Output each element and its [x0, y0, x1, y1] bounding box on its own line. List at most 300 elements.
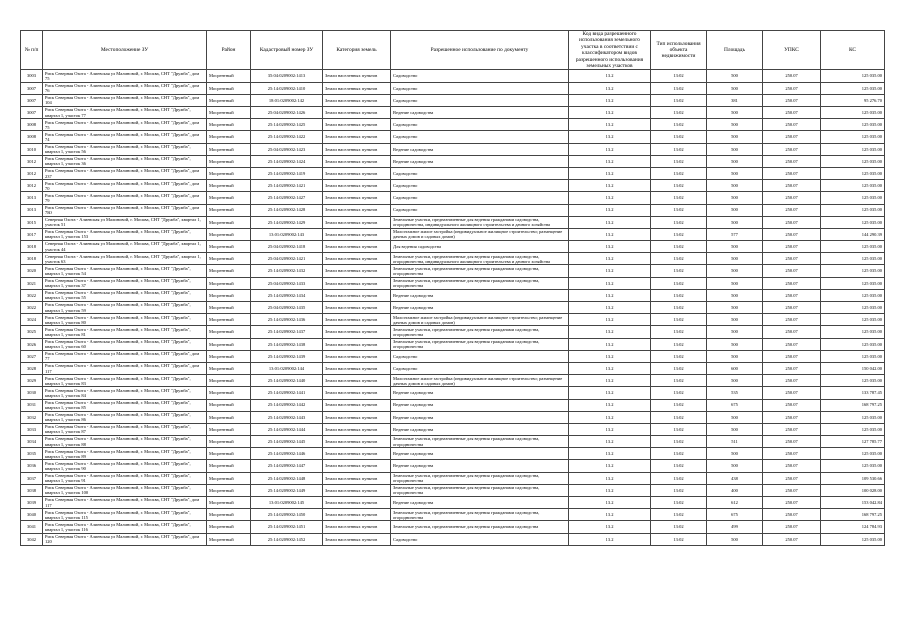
cell-district: Мосрентный: [207, 143, 251, 155]
cell-location: Риск Северная Охота - Алиевская ул Малиновой, г. Москва, СНТ "Дружба", дом 104: [43, 94, 207, 106]
cell-area: 400: [707, 484, 763, 496]
cell-cadastral-number: 25:14:0209002:1452: [251, 533, 323, 545]
cell-cadastral-number: 25:14:0209002:1448: [251, 472, 323, 484]
cell-district: Мосрентный: [207, 70, 251, 82]
cell-area: 500: [707, 253, 763, 265]
cell-use-type: 13:02: [651, 277, 707, 289]
cell-use-code: 13.2: [569, 448, 651, 460]
cell-use-code: 13.2: [569, 350, 651, 362]
cell-ks: 125 035.00: [821, 143, 885, 155]
cell-area: 511: [707, 436, 763, 448]
cell-district: Мосрентный: [207, 399, 251, 411]
table-row: [21, 509, 885, 521]
cell-use-code: 13.2: [569, 411, 651, 423]
cell-upks: 250.07: [763, 302, 821, 314]
cell-upks: 250.07: [763, 70, 821, 82]
cell-ks: 125 035.00: [821, 131, 885, 143]
cell-location: Риск Северная Охота - Алиевская ул Малиновой, г. Москва, СНТ "Дружба", дом 77: [43, 350, 207, 362]
cell-cadastral-number: 25:14:0209002:1449: [251, 484, 323, 496]
cell-land-category: Земли населенных пунктов: [323, 338, 391, 350]
cell-location: Риск Северная Охота - Алиевская ул Малиновой, г. Москва, СНТ "Дружба", квартал 1, участок 77: [43, 107, 207, 119]
cell-district: Мосрентный: [207, 436, 251, 448]
cell-num: 3007: [21, 94, 43, 106]
cell-ks: 125 035.00: [821, 423, 885, 435]
cell-location: Риск Северная Охота - Алиевская ул Малиновой, г. Москва, СНТ "Дружба", квартал 1, участок 91: [43, 472, 207, 484]
table-row: [21, 399, 885, 411]
table-row: [21, 180, 885, 192]
cell-land-category: Земли населенных пунктов: [323, 375, 391, 387]
cell-use-type: 13:02: [651, 362, 707, 374]
cell-land-category: Земли населенных пунктов: [323, 399, 391, 411]
cell-cadastral-number: 25:14:0209002:1419: [251, 167, 323, 179]
cell-ks: 125 035.00: [821, 375, 885, 387]
table-row: [21, 387, 885, 399]
cell-use-code: 13.2: [569, 460, 651, 472]
cell-area: 500: [707, 289, 763, 301]
cell-ks: 125 035.00: [821, 192, 885, 204]
cell-location: Риск Северная Охота - Алиевская ул Малиновой, г. Москва, СНТ "Дружба", квартал 1, участок 80: [43, 314, 207, 326]
cell-area: 499: [707, 521, 763, 533]
cell-district: Мосрентный: [207, 521, 251, 533]
cell-area: 500: [707, 460, 763, 472]
cell-cadastral-number: 25:14:0209002:1427: [251, 192, 323, 204]
cell-use-type: 13:02: [651, 265, 707, 277]
cell-district: Мосрентный: [207, 253, 251, 265]
cell-cadastral-number: 25:14:0209002:1410: [251, 82, 323, 94]
table-row: [21, 82, 885, 94]
cell-use-type: 13:02: [651, 216, 707, 228]
cell-permitted-use: Ведение садоводства: [391, 289, 569, 301]
cell-ks: 95 276.70: [821, 94, 885, 106]
cell-permitted-use: Земельные участки, предназначенные для ведения гражданами садоводства, огородничества: [391, 509, 569, 521]
cell-area: 577: [707, 228, 763, 240]
cell-district: Мосрентный: [207, 277, 251, 289]
cell-area: 500: [707, 302, 763, 314]
cell-use-type: 13:02: [651, 314, 707, 326]
cell-land-category: Земли населенных пунктов: [323, 192, 391, 204]
cell-location: Риск Северная Охота - Алиевская ул Малиновой, г. Москва, СНТ "Дружба", квартал 1, участок 87: [43, 423, 207, 435]
table-row: [21, 484, 885, 496]
cell-land-category: Земли населенных пунктов: [323, 436, 391, 448]
cell-num: 3012: [21, 180, 43, 192]
cell-permitted-use: Садоводство: [391, 192, 569, 204]
cell-permitted-use: Садоводство: [391, 119, 569, 131]
table-row: [21, 192, 885, 204]
cell-permitted-use: Ведение садоводства: [391, 387, 569, 399]
table-row: [21, 94, 885, 106]
cell-use-type: 13:02: [651, 350, 707, 362]
cell-area: 438: [707, 472, 763, 484]
cell-use-type: 13:02: [651, 131, 707, 143]
cell-location: Северная Охота - Алиевская ул Малиновой, г. Москва, СНТ "Дружба", квартал 1, участок 44: [43, 241, 207, 253]
cell-num: 3015: [21, 216, 43, 228]
cell-district: Мосрентный: [207, 362, 251, 374]
table-row: [21, 131, 885, 143]
cell-num: 3041: [21, 521, 43, 533]
cell-location: Риск Северная Охота - Алиевская ул Малиновой, г. Москва, СНТ "Дружба", квартал 1, участок 54: [43, 265, 207, 277]
cell-district: Мосрентный: [207, 448, 251, 460]
cell-district: Мосрентный: [207, 180, 251, 192]
cell-ks: 168 797.25: [821, 509, 885, 521]
cell-use-code: 13.2: [569, 228, 651, 240]
cell-permitted-use: Садоводство: [391, 533, 569, 545]
cell-upks: 250.07: [763, 107, 821, 119]
cell-use-code: 13.2: [569, 94, 651, 106]
header-cell-location: Местоположение ЗУ: [43, 31, 207, 70]
cell-use-type: 13:02: [651, 387, 707, 399]
cell-land-category: Земли населенных пунктов: [323, 180, 391, 192]
cell-cadastral-number: 25:14:0209002:1437: [251, 326, 323, 338]
cell-use-code: 13.2: [569, 155, 651, 167]
cell-cadastral-number: 25:04:0209002:1426: [251, 107, 323, 119]
cell-land-category: Земли населенных пунктов: [323, 326, 391, 338]
cell-land-category: Земли населенных пунктов: [323, 533, 391, 545]
cell-upks: 250.07: [763, 375, 821, 387]
cell-num: 3034: [21, 436, 43, 448]
table-row: [21, 204, 885, 216]
cell-permitted-use: Садоводство: [391, 204, 569, 216]
cell-district: Мосрентный: [207, 375, 251, 387]
cell-ks: 125 035.00: [821, 338, 885, 350]
cell-use-code: 13.2: [569, 204, 651, 216]
cell-upks: 250.07: [763, 326, 821, 338]
cell-cadastral-number: 25:14:0209002:1434: [251, 289, 323, 301]
cell-ks: 125 035.00: [821, 265, 885, 277]
cell-use-code: 13.2: [569, 423, 651, 435]
cell-location: Риск Северная Охота - Алиевская ул Малиновой, г. Москва, СНТ "Дружба", квартал 1, участок 83: [43, 375, 207, 387]
cell-upks: 250.07: [763, 216, 821, 228]
cell-cadastral-number: 25:04:0209002:1435: [251, 302, 323, 314]
cell-num: 3040: [21, 509, 43, 521]
cell-use-code: 13.2: [569, 180, 651, 192]
cell-location: Риск Северная Охота - Алиевская ул Малиновой, г. Москва, СНТ "Дружба", дом 117: [43, 362, 207, 374]
cell-area: 500: [707, 82, 763, 94]
cell-use-code: 13.2: [569, 338, 651, 350]
cell-upks: 250.07: [763, 94, 821, 106]
cell-location: Риск Северная Охота - Алиевская ул Малиновой, г. Москва, СНТ "Дружба", квартал 1, участок 116: [43, 521, 207, 533]
table-row: [21, 423, 885, 435]
cell-ks: 125 035.00: [821, 314, 885, 326]
table-row: [21, 497, 885, 509]
cell-location: Риск Северная Охота - Алиевская ул Малиновой, г. Москва, СНТ "Дружба", квартал 1, участок 84: [43, 387, 207, 399]
cell-use-code: 13.2: [569, 241, 651, 253]
cell-location: Риск Северная Охота - Алиевская ул Малиновой, г. Москва, СНТ "Дружба", квартал 1, участок 60: [43, 338, 207, 350]
cell-ks: 125 035.00: [821, 241, 885, 253]
cell-ks: 125 035.00: [821, 460, 885, 472]
cell-use-code: 13.2: [569, 362, 651, 374]
cell-land-category: Земли населенных пунктов: [323, 509, 391, 521]
cell-permitted-use: Садоводство: [391, 82, 569, 94]
cell-cadastral-number: 25:14:0209002:1450: [251, 509, 323, 521]
cell-area: 500: [707, 423, 763, 435]
cell-use-type: 13:02: [651, 155, 707, 167]
cell-cadastral-number: 25:14:0209002:1425: [251, 119, 323, 131]
cell-area: 500: [707, 326, 763, 338]
cell-ks: 133 787.45: [821, 387, 885, 399]
cell-num: 3028: [21, 362, 43, 374]
cell-area: 500: [707, 448, 763, 460]
cell-use-code: 13.2: [569, 326, 651, 338]
cell-land-category: Земли населенных пунктов: [323, 460, 391, 472]
cell-num: 3021: [21, 277, 43, 289]
cell-num: 3007: [21, 107, 43, 119]
cell-upks: 250.07: [763, 289, 821, 301]
cell-permitted-use: Ведение садоводства: [391, 448, 569, 460]
cell-use-type: 13:02: [651, 143, 707, 155]
cell-use-type: 13:02: [651, 484, 707, 496]
cell-permitted-use: Садоводство: [391, 167, 569, 179]
cell-district: Мосрентный: [207, 119, 251, 131]
cell-area: 500: [707, 314, 763, 326]
cell-use-code: 13.2: [569, 119, 651, 131]
cell-area: 500: [707, 533, 763, 545]
cell-land-category: Земли населенных пунктов: [323, 119, 391, 131]
cell-cadastral-number: 35:04:0209002:1413: [251, 70, 323, 82]
cell-ks: 125 035.00: [821, 253, 885, 265]
cell-location: Риск Северная Охота - Алиевская ул Малиновой, г. Москва, СНТ "Дружба", квартал 1, участок 90: [43, 460, 207, 472]
cell-use-code: 13.2: [569, 167, 651, 179]
cell-area: 500: [707, 155, 763, 167]
cell-use-code: 13.2: [569, 107, 651, 119]
cell-ks: 125 035.00: [821, 289, 885, 301]
cell-location: Риск Северная Охота - Алиевская ул Малиновой, г. Москва, СНТ "Дружба", квартал 1, участок 100: [43, 484, 207, 496]
cell-land-category: Земли населенных пунктов: [323, 350, 391, 362]
table-row: [21, 216, 885, 228]
cell-ks: 125 035.00: [821, 167, 885, 179]
cell-district: Мосрентный: [207, 204, 251, 216]
table-row: [21, 326, 885, 338]
cell-use-type: 13:02: [651, 472, 707, 484]
cell-permitted-use: Земельные участки, предназначенные для ведения гражданами садоводства, огородничества: [391, 326, 569, 338]
cell-num: 3029: [21, 375, 43, 387]
cell-num: 3037: [21, 472, 43, 484]
cell-upks: 250.07: [763, 204, 821, 216]
cell-num: 3042: [21, 533, 43, 545]
cell-area: 675: [707, 399, 763, 411]
cell-cadastral-number: 25:14:0209002:1424: [251, 155, 323, 167]
cell-use-type: 13:02: [651, 497, 707, 509]
table-row: [21, 436, 885, 448]
cell-upks: 250.07: [763, 448, 821, 460]
cell-land-category: Земли населенных пунктов: [323, 423, 391, 435]
cell-use-code: 13.2: [569, 375, 651, 387]
cell-cadastral-number: 25:14:0209002:1451: [251, 521, 323, 533]
cell-location: Риск Северная Охота - Алиевская ул Малиновой, г. Москва, СНТ "Дружба", квартал 1, участок 81: [43, 326, 207, 338]
cell-use-code: 13.2: [569, 131, 651, 143]
cell-location: Риск Северная Охота - Алиевская ул Малиновой, г. Москва, СНТ "Дружба", квартал 1, участок 59: [43, 302, 207, 314]
cell-location: Риск Северная Охота - Алиевская ул Малиновой, г. Москва, СНТ "Дружба", квартал 1, участок 115: [43, 509, 207, 521]
cell-district: Мосрентный: [207, 472, 251, 484]
cell-num: 3022: [21, 302, 43, 314]
table-row: [21, 472, 885, 484]
cell-land-category: Земли населенных пунктов: [323, 94, 391, 106]
table-row: [21, 411, 885, 423]
header-cell-num: № п/п: [21, 31, 43, 70]
cell-use-type: 13:02: [651, 167, 707, 179]
cell-land-category: Земли населенных пунктов: [323, 253, 391, 265]
cell-district: Мосрентный: [207, 423, 251, 435]
table-row: [21, 119, 885, 131]
cell-location: Риск Северная Охота - Алиевская ул Малиновой, г. Москва, СНТ "Дружба", квартал 1, участок 56: [43, 143, 207, 155]
cell-use-type: 13:02: [651, 326, 707, 338]
cell-land-category: Земли населенных пунктов: [323, 204, 391, 216]
cell-ks: 124 784.93: [821, 521, 885, 533]
cell-use-type: 13:02: [651, 375, 707, 387]
cell-area: 500: [707, 265, 763, 277]
cell-land-category: Земли населенных пунктов: [323, 362, 391, 374]
cell-location: Риск Северная Охота - Алиевская ул Малиновой, г. Москва, СНТ "Дружба", квартал 1, участок 153: [43, 228, 207, 240]
cell-num: 3022: [21, 289, 43, 301]
cell-use-code: 13.2: [569, 484, 651, 496]
cell-land-category: Земли населенных пунктов: [323, 131, 391, 143]
cell-cadastral-number: 25:14:0209002:1436: [251, 314, 323, 326]
cell-land-category: Земли населенных пунктов: [323, 155, 391, 167]
cell-district: Мосрентный: [207, 131, 251, 143]
cell-upks: 250.07: [763, 387, 821, 399]
cell-land-category: Земли населенных пунктов: [323, 387, 391, 399]
cell-cadastral-number: 25:14:0209002:1443: [251, 411, 323, 423]
cell-district: Мосрентный: [207, 338, 251, 350]
table-row: [21, 155, 885, 167]
cell-ks: 125 035.00: [821, 204, 885, 216]
cell-land-category: Земли населенных пунктов: [323, 302, 391, 314]
cell-permitted-use: Ведение садоводства: [391, 155, 569, 167]
cell-land-category: Земли населенных пунктов: [323, 277, 391, 289]
cell-district: Мосрентный: [207, 216, 251, 228]
cell-location: Риск Северная Охота - Алиевская ул Малиновой, г. Москва, СНТ "Дружба", квартал 1, участок 85: [43, 399, 207, 411]
cell-cadastral-number: 25:14:0209002:1447: [251, 460, 323, 472]
cell-upks: 250.07: [763, 167, 821, 179]
cell-cadastral-number: 25:14:0209002:1446: [251, 448, 323, 460]
cell-location: Риск Северная Охота - Алиевская ул Малиновой, г. Москва, СНТ "Дружба", дом 120: [43, 533, 207, 545]
cell-upks: 250.07: [763, 411, 821, 423]
table-row: [21, 521, 885, 533]
table-row: [21, 241, 885, 253]
cell-cadastral-number: 18:01:0209002:142: [251, 94, 323, 106]
cell-land-category: Земли населенных пунктов: [323, 472, 391, 484]
cell-ks: 150 042.00: [821, 362, 885, 374]
cell-permitted-use: Земельные участки, предназначенные для ведения гражданами садоводства, огородничества: [391, 265, 569, 277]
table-row: [21, 265, 885, 277]
cell-use-code: 13.2: [569, 497, 651, 509]
cell-location: Риск Северная Охота - Алиевская ул Малиновой, г. Москва, СНТ "Дружба", дом 117: [43, 497, 207, 509]
cell-area: 500: [707, 241, 763, 253]
cell-location: Риск Северная Охота - Алиевская ул Малиновой, г. Москва, СНТ "Дружба", дом 7Ю: [43, 204, 207, 216]
cell-use-type: 13:02: [651, 521, 707, 533]
header-cell-district: Район: [207, 31, 251, 70]
cell-use-code: 13.2: [569, 143, 651, 155]
cell-land-category: Земли населенных пунктов: [323, 484, 391, 496]
cell-location: Риск Северная Охота - Алиевская ул Малиновой, г. Москва, СНТ "Дружба", дом 70: [43, 180, 207, 192]
table-row: [21, 448, 885, 460]
cell-district: Мосрентный: [207, 241, 251, 253]
cell-upks: 250.07: [763, 497, 821, 509]
cell-land-category: Земли населенных пунктов: [323, 228, 391, 240]
cell-location: Риск Северная Охота - Алиевская ул Малиновой, г. Москва, СНТ "Дружба", дом 237: [43, 167, 207, 179]
cell-upks: 250.07: [763, 265, 821, 277]
cell-upks: 250.07: [763, 228, 821, 240]
cell-location: Риск Северная Охота - Алиевская ул Малиновой, г. Москва, СНТ "Дружба", квартал 1, участок 86: [43, 411, 207, 423]
cell-ks: 125 035.00: [821, 70, 885, 82]
cell-location: Риск Северная Охота - Алиевская ул Малиновой, г. Москва, СНТ "Дружба", дом 75: [43, 119, 207, 131]
table-row: [21, 338, 885, 350]
header-row: [21, 31, 885, 70]
cell-land-category: Земли населенных пунктов: [323, 143, 391, 155]
cell-upks: 250.07: [763, 277, 821, 289]
cell-area: 500: [707, 277, 763, 289]
cell-ks: 125 035.00: [821, 119, 885, 131]
cell-upks: 250.07: [763, 180, 821, 192]
cell-use-code: 13.2: [569, 472, 651, 484]
cell-permitted-use: Садоводство: [391, 362, 569, 374]
cell-location: Риск Северная Охота - Алиевская ул Малиновой, г. Москва, СНТ "Дружба", квартал 1, участок 55: [43, 289, 207, 301]
land-plots-table: [20, 30, 885, 546]
cell-district: Мосрентный: [207, 82, 251, 94]
cell-ks: 168 797.25: [821, 399, 885, 411]
cell-ks: 125 035.00: [821, 302, 885, 314]
cell-cadastral-number: 25:14:0209002:1432: [251, 265, 323, 277]
cell-district: Мосрентный: [207, 289, 251, 301]
cell-num: 3007: [21, 82, 43, 94]
cell-num: 3003: [21, 70, 43, 82]
header-cell-land-category: Категория земель: [323, 31, 391, 70]
cell-permitted-use: Садоводство: [391, 350, 569, 362]
cell-use-code: 13.2: [569, 302, 651, 314]
cell-num: 3027: [21, 350, 43, 362]
cell-area: 500: [707, 119, 763, 131]
cell-num: 3025: [21, 326, 43, 338]
cell-ks: 125 035.00: [821, 107, 885, 119]
cell-cadastral-number: 25:14:0209002:1444: [251, 423, 323, 435]
cell-permitted-use: Ведение садоводства: [391, 411, 569, 423]
cell-num: 3031: [21, 399, 43, 411]
cell-permitted-use: Садоводство: [391, 94, 569, 106]
cell-use-type: 13:02: [651, 253, 707, 265]
cell-use-code: 13.2: [569, 509, 651, 521]
cell-cadastral-number: 25:04:0209002:1423: [251, 143, 323, 155]
cell-cadastral-number: 25:04:0209002:1421: [251, 253, 323, 265]
cell-permitted-use: Ведение садоводства: [391, 423, 569, 435]
cell-district: Мосрентный: [207, 155, 251, 167]
cell-upks: 250.07: [763, 521, 821, 533]
cell-district: Мосрентный: [207, 314, 251, 326]
cell-area: 600: [707, 362, 763, 374]
cell-land-category: Земли населенных пунктов: [323, 448, 391, 460]
cell-num: 3010: [21, 143, 43, 155]
cell-area: 500: [707, 70, 763, 82]
cell-district: Мосрентный: [207, 484, 251, 496]
header-cell-area: Площадь: [707, 31, 763, 70]
cell-cadastral-number: 25:14:0209002:1442: [251, 399, 323, 411]
cell-upks: 250.07: [763, 509, 821, 521]
cell-area: 500: [707, 107, 763, 119]
cell-location: Риск Северная Охота - Алиевская ул Малиновой, г. Москва, СНТ "Дружба", квартал 1, участок 89: [43, 448, 207, 460]
table-row: [21, 362, 885, 374]
cell-area: 500: [707, 350, 763, 362]
cell-num: 3024: [21, 314, 43, 326]
cell-district: Мосрентный: [207, 387, 251, 399]
cell-use-code: 13.2: [569, 521, 651, 533]
cell-use-code: 13.2: [569, 70, 651, 82]
cell-permitted-use: Земельные участки, предназначенные для ведения гражданами садоводства, огородничества: [391, 484, 569, 496]
cell-district: Мосрентный: [207, 350, 251, 362]
cell-area: 500: [707, 192, 763, 204]
cell-upks: 250.07: [763, 399, 821, 411]
cell-location: Риск Северная Охота - Алиевская ул Малиновой, г. Москва, СНТ "Дружба", квартал 1, участок 36: [43, 155, 207, 167]
cell-cadastral-number: 25:14:0209002:1438: [251, 338, 323, 350]
cell-district: Мосрентный: [207, 533, 251, 545]
header-cell-use-code: Код вида разрешенного использования земельного участка в соответствии с классификатором видов разрешенного использования земельных участков: [569, 31, 651, 70]
